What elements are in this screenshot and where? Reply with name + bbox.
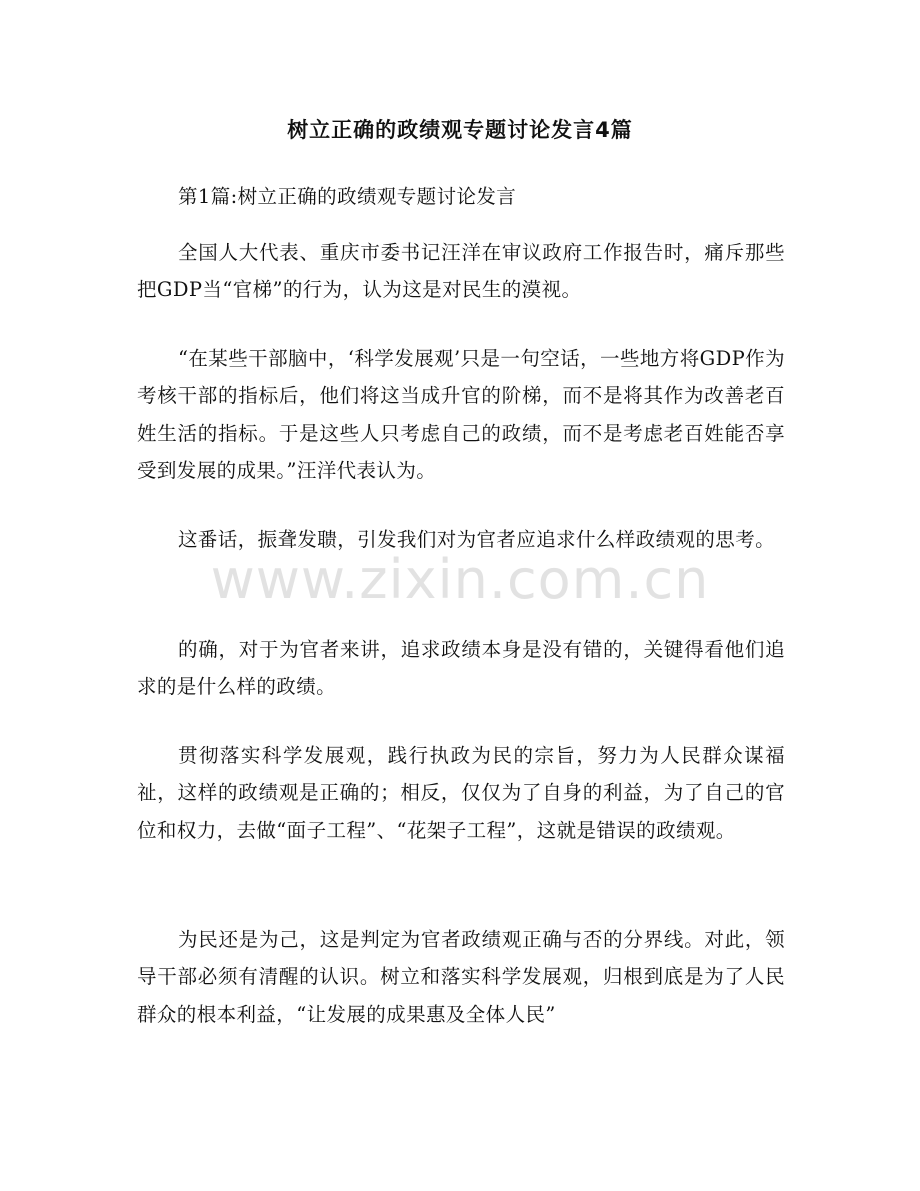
- document-title: 树立正确的政绩观专题讨论发言4篇: [287, 118, 633, 142]
- paragraph-6: 为民还是为己，这是判定为官者政绩观正确与否的分界线。对此，领导干部必须有清醒的认识。树立和落实科学发展观，归根到底是为了人民群众的根本利益，“让发展的成果惠及全体人民”: [137, 928, 785, 1026]
- paragraph-1: 全国人大代表、重庆市委书记汪洋在审议政府工作报告时，痛斥那些把GDP当“官梯”的行为，认为这是对民生的漠视。: [137, 241, 785, 302]
- paragraph-5: 贯彻落实科学发展观，践行执政为民的宗旨，努力为人民群众谋福祉，这样的政绩观是正确的；相反，仅仅为了自身的利益，为了自己的官位和权力，去做“面子工程”、“花架子工程”，这就是错误的政绩观。: [137, 744, 785, 842]
- paragraph-4: 的确，对于为官者来讲，追求政绩本身是没有错的，关键得看他们追求的是什么样的政绩。: [137, 638, 785, 699]
- paragraph-3: 这番话，振聋发聩，引发我们对为官者应追求什么样政绩观的思考。: [178, 528, 776, 551]
- section-heading: 第1篇:树立正确的政绩观专题讨论发言: [178, 185, 517, 208]
- paragraph-2: “在某些干部脑中，‘科学发展观’只是一句空话，一些地方将GDP作为考核干部的指标后，他们将这当成升官的阶梯，而不是将其作为改善老百姓生活的指标。于是这些人只考虑自己的政绩，而不是考虑老百姓能否享受到发展的成果。”汪洋代表认为。: [137, 347, 785, 483]
- watermark: www.zixin.com.cn: [210, 548, 710, 611]
